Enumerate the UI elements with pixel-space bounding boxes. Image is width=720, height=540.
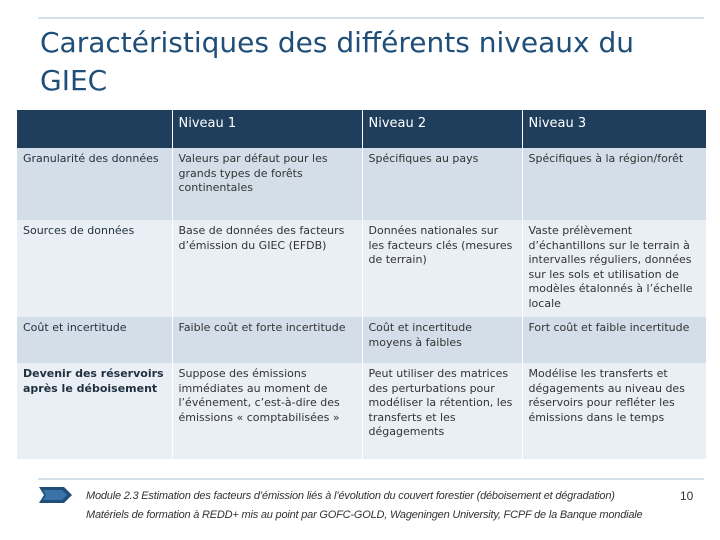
table-cell: Valeurs par défaut pour les grands types de forêts continentales xyxy=(172,148,362,220)
table-cell: Modélise les transferts et dégagements au niveau des réservoirs pour refléter les émissions dans le temps xyxy=(522,363,706,459)
table-row xyxy=(17,363,706,459)
table-header-row xyxy=(17,110,706,148)
table-cell: Faible coût et forte incertitude xyxy=(172,317,362,363)
row-label-sources: Sources de données xyxy=(17,220,172,317)
table-cell: Base de données des facteurs d’émission du GIEC (EFDB) xyxy=(172,220,362,317)
top-divider xyxy=(38,17,704,19)
header-niveau-1: Niveau 1 xyxy=(172,110,362,148)
table-cell: Données nationales sur les facteurs clés (mesures de terrain) xyxy=(362,220,522,317)
header-niveau-2: Niveau 2 xyxy=(362,110,522,148)
table-cell: Fort coût et faible incertitude xyxy=(522,317,706,363)
table-cell: Suppose des émissions immédiates au moment de l’événement, c’est-à-dire des émissions « comptabilisées » xyxy=(172,363,362,459)
table-cell: Spécifiques à la région/forêt xyxy=(522,148,706,220)
table-cell: Vaste prélèvement d’échantillons sur le terrain à intervalles réguliers, données sur les sols et utilisation de modèles étalonnés à l’échelle locale xyxy=(522,220,706,317)
footer-module-line: Module 2.3 Estimation des facteurs d’émission liés à l’évolution du couvert forestier (déboisement et dégradation) xyxy=(86,490,615,502)
footer-credits xyxy=(86,487,686,525)
row-label-cout: Coût et incertitude xyxy=(17,317,172,363)
header-corner xyxy=(17,110,172,148)
footer-divider xyxy=(38,478,704,480)
table-cell: Spécifiques au pays xyxy=(362,148,522,220)
table-row xyxy=(17,220,706,317)
table-row xyxy=(17,317,706,363)
row-label-granularite: Granularité des données xyxy=(17,148,172,220)
chevron-arrow-icon xyxy=(38,486,74,504)
tier-comparison-table xyxy=(17,110,707,459)
header-niveau-3: Niveau 3 xyxy=(522,110,706,148)
row-label-devenir: Devenir des réservoirs après le déboisement xyxy=(17,363,172,459)
slide-title: Caractéristiques des différents niveaux du GIEC xyxy=(40,26,634,97)
page-number: 10 xyxy=(680,489,694,503)
table-cell: Coût et incertitude moyens à faibles xyxy=(362,317,522,363)
footer-materials-line: Matériels de formation à REDD+ mis au point par GOFC-GOLD, Wageningen University, FCPF de la Banque mondiale xyxy=(86,509,643,521)
table-cell: Peut utiliser des matrices des perturbations pour modéliser la rétention, les transferts et les dégagements xyxy=(362,363,522,459)
table-row xyxy=(17,148,706,220)
